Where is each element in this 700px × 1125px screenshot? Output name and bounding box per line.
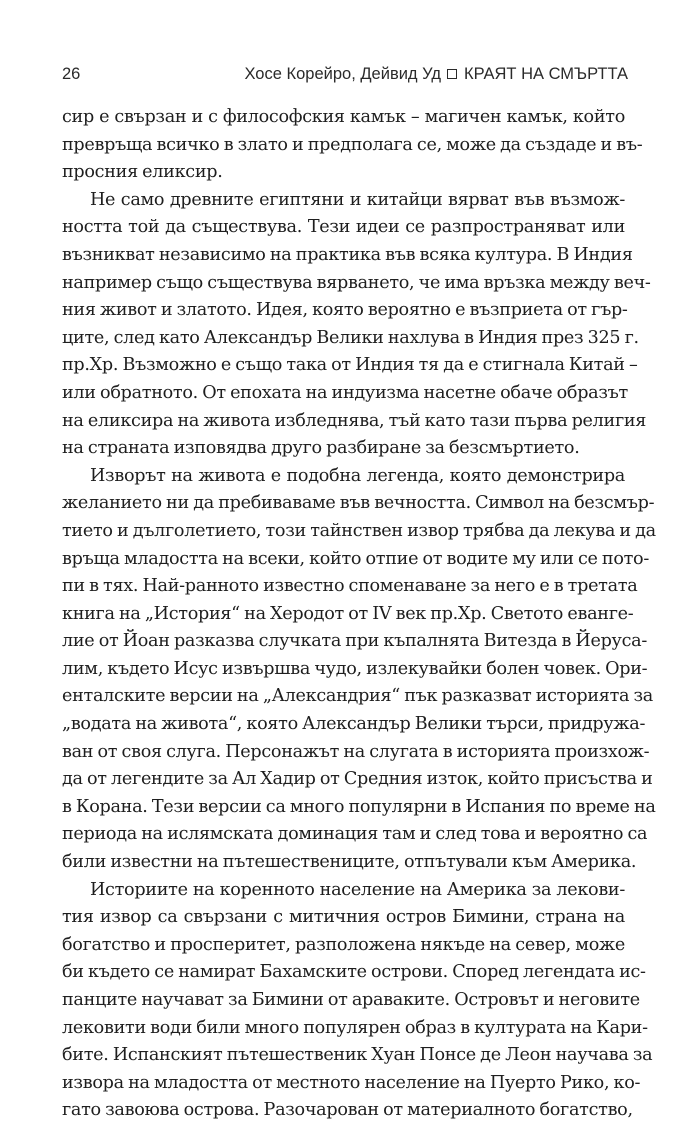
text-line: възникват независимо на практика във всяка култура. В Индия	[62, 244, 633, 265]
text-line: например също съществува вярването, че има връзка между веч-	[62, 272, 651, 293]
text-line: енталските версии на „Александрия“ пък разказват историята за	[62, 686, 653, 707]
text-line: желанието ни да пребиваваме във вечността. Символ на безсмър-	[62, 493, 655, 514]
text-line: лим, където Исус извършва чудо, излекувайки болен човек. Ори-	[62, 658, 648, 679]
text-line: ците, след като Александър Велики нахлува в Индия през 325 г.	[62, 327, 639, 348]
text-line: би където се намират Бахамските острови. Според легендата ис-	[62, 962, 646, 983]
page-header	[62, 62, 628, 86]
text-line: книга на „История“ на Херодот от IV век пр.Хр. Светото еванге-	[62, 603, 634, 624]
paragraph	[62, 463, 656, 877]
text-line: извора на младостта от местното население на Пуерто Рико, ко-	[62, 1072, 641, 1093]
text-line: Изворът на живота е подобна легенда, която демонстрира	[90, 465, 625, 486]
text-line: сир е свързан и с философския камък – магичен камък, който	[62, 107, 625, 127]
text-line: превръща всичко в злато и предполага се, може да създаде и въ-	[62, 134, 643, 155]
body-text	[62, 104, 656, 1125]
text-line: връща младостта на всеки, който отпие от водите му или се потo-	[62, 548, 649, 569]
text-line: гато завоюва острова. Разочарован от материалното богатство,	[62, 1100, 633, 1121]
text-line: просния еликсир.	[62, 162, 223, 183]
author-names: Хосе Корейро, Дейвид Уд	[244, 64, 441, 83]
text-line: ния живот и златото. Идея, която вероятно е възприета от гър-	[62, 300, 628, 321]
page-number: 26	[62, 64, 81, 83]
text-line: пр.Хр. Възможно е също така от Индия тя да е стигнала Китай –	[62, 355, 638, 376]
text-line: ността той да съществува. Тези идеи се разпространяват или	[62, 217, 625, 238]
text-line: панците научават за Бимини от араваките. Островът и неговите	[62, 990, 640, 1010]
text-line: лие от Йоан разказва случката при къпалнята Витезда в Йеруса-	[62, 631, 647, 652]
square-bullet-icon	[447, 69, 457, 79]
paragraph	[62, 877, 653, 1125]
text-line: лековити води били много популярен образ в културата на Кари-	[62, 1017, 648, 1038]
text-line: Не само древните египтяни и китайци вярват във възмож-	[90, 189, 625, 210]
text-line: пи в тях. Най-ранното известно споменаване за него е в третата	[62, 576, 638, 597]
text-line: богатство и просперитет, разположена някъде на север, може	[62, 934, 625, 955]
text-line: на еликсира на живота избледнява, тъй като тази първа религия	[62, 410, 647, 431]
text-line: да от легендите за Ал Хадир от Средния изток, който присъства и	[62, 769, 653, 790]
running-head	[244, 65, 628, 84]
text-line: тието и дълголетието, този тайнствен извор трябва да лекува и да	[62, 520, 656, 541]
paragraph	[62, 187, 651, 463]
text-line: периода на ислямската доминация там и след това и вероятно са	[62, 824, 648, 845]
text-line: ван от своя слуга. Персонажът на слугата в историята произхож-	[62, 741, 650, 762]
text-line: били известни на пътешествениците, отпътували към Америка.	[62, 852, 637, 873]
text-line: тия извор са свързани с митичния остров Бимини, страна на	[62, 907, 625, 928]
text-line: „водата на живота“, която Александър Велики търси, придружа-	[62, 714, 646, 735]
paragraph	[62, 104, 643, 187]
text-line: в Корана. Тези версии са много популярни в Испания по време на	[62, 796, 656, 817]
text-line: или обратното. От епохата на индуизма насетне обаче образът	[62, 382, 628, 403]
text-line: на страната изповядва друго разбиране за безсмъртието.	[62, 438, 580, 459]
text-line: Историите на коренното население на Америка за лекови-	[90, 879, 625, 900]
book-title: КРАЯТ НА СМЪРТТА	[463, 64, 628, 83]
text-line: бите. Испанският пътешественик Хуан Понсе де Леон научава за	[62, 1045, 653, 1066]
